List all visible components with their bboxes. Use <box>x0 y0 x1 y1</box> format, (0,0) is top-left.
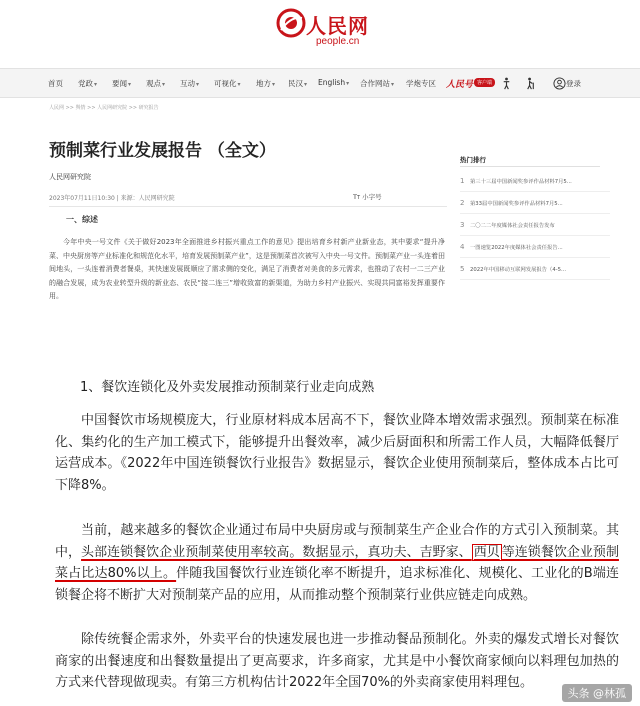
nav-brand-link[interactable]: 人民号 <box>446 80 474 90</box>
intro-paragraph: 今年中央一号文件《关于做好2023年全面推进乡村振兴重点工作的意见》提出培育乡村新产业新业态，其中要求“提升净菜、中央厨房等产业标准化和规范化水平，培育发展预制菜产业”，这是预制菜首次被写入中央一号文件。预制菜产业一头连着田间地头，一头连着消费者餐桌，其快速发展既顺应了需求侧的变化，满足了消费者对美食的多元需求，也推动了农村一二三产业的融合发展，成为农业转型升级的新业态、农民“接二连三”增收致富的新渠道，为助力乡村产业振兴、实现共同富裕发挥重要作用。 <box>49 238 445 300</box>
nav-partners[interactable] <box>360 78 394 89</box>
user-icon[interactable] <box>553 77 566 90</box>
chevron-down-icon: ▾ <box>346 80 350 87</box>
accessibility-icon[interactable] <box>500 77 513 90</box>
nav-visual[interactable] <box>214 78 241 89</box>
divider <box>49 206 447 207</box>
underlined-text: 等连锁餐饮企业预制菜占比达80%以上。 <box>55 544 619 581</box>
nav-news-label: 要闻 <box>112 79 127 88</box>
article-author: 人民网研究院 <box>49 173 91 181</box>
nav-english-label: English <box>318 78 346 87</box>
list-item[interactable] <box>460 236 610 258</box>
body-paragraph-3: 除传统餐企需求外，外卖平台的快速发展也进一步推动餐品预制化。外卖的爆发式增长对餐饮商家的出餐速度和出餐数量提出了更高要求，许多商家，尤其是中小餐饮商家倾向以料理包加热的方式来代替现做现卖。有第三方机构估计2022年全国70%的外卖商家使用料理包。 <box>55 632 619 690</box>
font-size-icon: T <box>353 193 357 201</box>
nav-opinion[interactable] <box>146 78 165 89</box>
list-item-number: 4 <box>460 243 465 251</box>
logo-emblem-icon <box>276 8 306 38</box>
nav-visual-label: 可视化 <box>214 79 237 88</box>
chevron-down-icon: ▾ <box>94 81 98 88</box>
elder-mode-icon[interactable] <box>524 77 537 90</box>
font-size-toggle[interactable] <box>353 192 382 201</box>
site-logo[interactable] <box>276 8 376 50</box>
chevron-down-icon: ▾ <box>162 81 166 88</box>
main-nav <box>0 68 640 98</box>
nav-english[interactable] <box>318 78 349 87</box>
login-link[interactable]: 登录 <box>566 79 581 88</box>
body-paragraph-1: 中国餐饮市场规模庞大，行业原材料成本居高不下，餐饮业降本增效需求强烈。预制菜在标准化、集约化的生产加工模式下，能够提升出餐效率，减少后厨面积和所需工作人员，大幅降低餐厅运营成本。《2022年中国连锁餐饮行业报告》数据显示，餐饮企业使用预制菜后，整体成本占比可下降8%。 <box>55 413 619 493</box>
list-item[interactable] <box>460 214 610 236</box>
list-item-number: 1 <box>460 177 465 185</box>
watermark: 头条 @林孤 <box>562 684 633 702</box>
sidebar-divider <box>460 166 600 167</box>
chevron-down-icon: ▾ <box>391 81 395 88</box>
font-size-label: 小字号 <box>362 193 382 201</box>
chevron-down-icon: ▾ <box>304 81 308 88</box>
list-item-number: 2 <box>460 199 465 207</box>
chevron-down-icon: ▾ <box>272 81 276 88</box>
boxed-highlight-text: 西贝 <box>473 544 500 560</box>
chevron-down-icon: ▾ <box>196 81 200 88</box>
nav-local[interactable] <box>256 78 275 89</box>
list-item-number: 3 <box>460 221 465 229</box>
nav-home[interactable]: 首页 <box>48 79 63 88</box>
list-item-text: 第33届中国新闻奖参评作品材料7月5... <box>470 201 563 207</box>
section-heading: 一、综述 <box>66 215 98 224</box>
paragraph-text: 伴随我国餐饮行业连锁化率不断提升，追求标准化、规模化、工业化的B端连锁餐企将不断扩大对预制菜产品的应用，从而推动整个预制菜行业供应链走向成熟。 <box>55 566 619 603</box>
list-item-text: 第三十三届中国新闻奖参评作品材料7月5... <box>470 179 572 185</box>
list-item[interactable] <box>460 192 610 214</box>
nav-opinion-label: 观点 <box>146 79 161 88</box>
list-item-text: 2022年中国移动互联网发展报告（4-5... <box>470 267 567 273</box>
nav-interact-label: 互动 <box>180 79 195 88</box>
logo-en-text: people.cn <box>316 36 360 47</box>
breadcrumb[interactable]: 人民网 >> 舆情 >> 人民网研究院 >> 研究报告 <box>49 105 159 111</box>
list-item-text: 一图速览2022年度媒体社会责任报告... <box>470 245 563 251</box>
nav-party[interactable] <box>78 78 97 89</box>
nav-local-label: 地方 <box>256 79 271 88</box>
list-item[interactable] <box>460 170 610 192</box>
paragraph-text: 当前，越来越多的餐饮企业通过布局中央厨房或与预制菜生产企业合作的方式引入预制菜。其中， <box>55 523 619 560</box>
nav-interact[interactable] <box>180 78 199 89</box>
subsection-heading: 1、餐饮连锁化及外卖发展推动预制菜行业走向成熟 <box>80 380 375 395</box>
article-meta: 2023年07月11日10:30 | 来源：人民网研究院 <box>49 195 175 202</box>
nav-minhan-label: 民汉 <box>288 79 303 88</box>
chevron-down-icon: ▾ <box>128 81 132 88</box>
body-paragraph-2 <box>55 520 619 606</box>
chevron-down-icon: ▾ <box>237 81 241 88</box>
nav-news[interactable] <box>112 78 131 89</box>
underlined-text: 头部连锁餐饮企业预制菜使用率较高。 <box>81 544 303 560</box>
hot-list <box>460 170 610 280</box>
list-item[interactable] <box>460 258 610 280</box>
page-title: 预制菜行业发展报告 （全文） <box>49 141 276 161</box>
font-size-icon-small: T <box>356 195 361 201</box>
list-item-text: 二〇二二年度媒体社会责任报告发布 <box>470 223 555 229</box>
nav-brand-badge: 客户端 <box>474 78 495 87</box>
underlined-text: 数据显示，真功夫、吉野家、 <box>302 544 472 560</box>
nav-minhan[interactable] <box>288 78 307 89</box>
list-item-number: 5 <box>460 265 465 273</box>
nav-party-label: 党政 <box>78 79 93 88</box>
nav-partners-label: 合作网站 <box>360 79 390 88</box>
nav-zone[interactable]: 学炮专区 <box>406 79 436 88</box>
logo-cn-text: 人民网 <box>306 14 369 38</box>
sidebar-heading: 热门排行 <box>460 156 486 164</box>
